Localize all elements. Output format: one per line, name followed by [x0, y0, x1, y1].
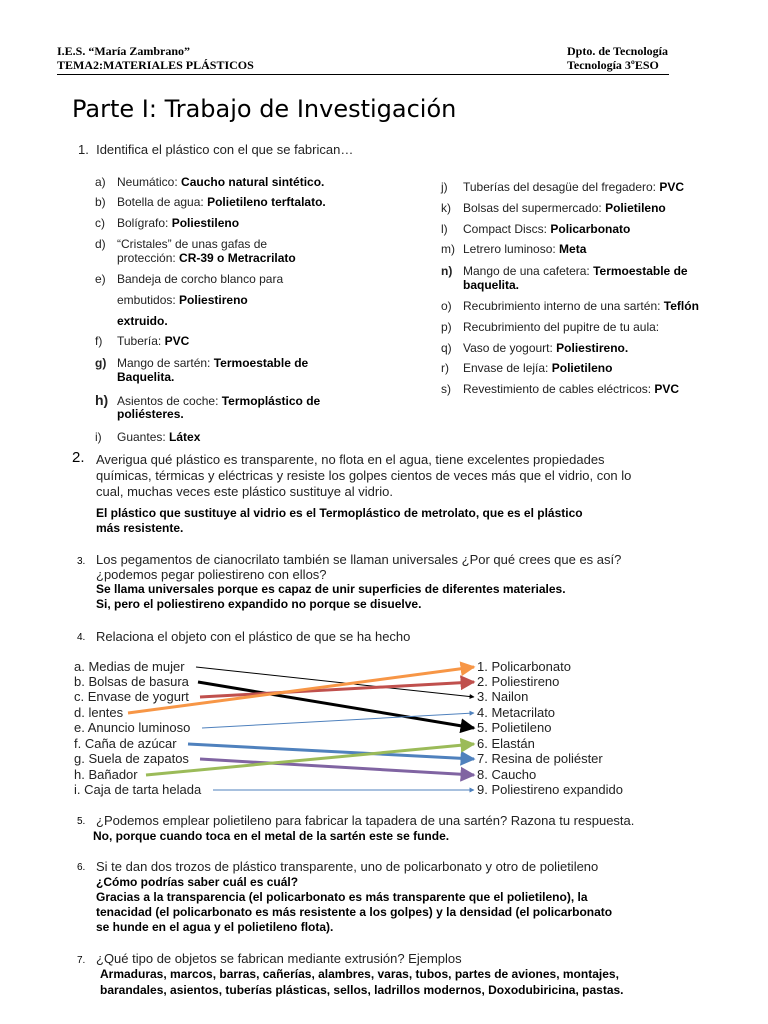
match-plastic: 8. Caucho: [477, 767, 537, 782]
department-name: Dpto. de Tecnología: [567, 44, 669, 58]
question-text: Identifica el plástico con el que se fabrican…: [96, 142, 354, 157]
list-item: f) Tubería: PVC: [95, 334, 190, 348]
list-item: m) Letrero luminoso: Meta: [441, 242, 587, 256]
question-text: ¿Qué tipo de objetos se fabrican mediante extrusión? Ejemplos: [96, 951, 462, 966]
answer-text: barandales, asientos, tuberías plásticas, sellos, ladrillos modernos, Doxodubiricina, pastas.: [100, 983, 624, 997]
match-plastic: 9. Poliestireno expandido: [477, 782, 623, 797]
match-plastic: 1. Policarbonato: [477, 659, 571, 674]
match-object: h. Bañador: [74, 767, 138, 782]
list-item: p) Recubrimiento del pupitre de tu aula:: [441, 320, 660, 334]
question-number: 6.: [77, 862, 86, 873]
match-plastic: 3. Nailon: [477, 689, 529, 704]
question-text: Averigua qué plástico es transparente, no flota en el agua, tiene excelentes propiedades: [96, 452, 605, 467]
question-text: ¿podemos pegar poliestireno con ellos?: [96, 567, 327, 582]
match-object: f. Caña de azúcar: [74, 736, 177, 751]
match-object: g. Suela de zapatos: [74, 751, 189, 766]
question-number: 4.: [77, 632, 86, 643]
question-text: cual, muchas veces este plástico sustituye al vidrio.: [96, 484, 393, 499]
list-item: d) “Cristales” de unas gafas de: [95, 237, 268, 251]
list-item: j) Tuberías del desagüe del fregadero: PVC: [441, 180, 685, 194]
list-item: g) Mango de sartén: Termoestable de: [95, 356, 309, 370]
list-item: b) Botella de agua: Polietileno terftalato.: [95, 195, 326, 209]
list-item: e) Bandeja de corcho blanco para: [95, 272, 284, 286]
answer-text: más resistente.: [96, 521, 184, 535]
school-name: I.E.S. “María Zambrano”: [57, 44, 191, 58]
list-item-continued: baquelita.: [463, 278, 520, 292]
topic-name: TEMA2:MATERIALES PLÁSTICOS: [57, 58, 254, 72]
list-item-continued: poliésteres.: [117, 407, 184, 421]
question-number: 7.: [77, 955, 86, 966]
match-plastic: 5. Polietileno: [477, 720, 552, 735]
list-item: r) Envase de lejía: Polietileno: [441, 361, 613, 375]
match-line: [128, 667, 474, 713]
list-item: n) Mango de una cafetera: Termoestable de: [441, 264, 688, 278]
list-item: q) Vaso de yogourt: Poliestireno.: [441, 341, 629, 355]
match-object: c. Envase de yogurt: [74, 689, 189, 704]
match-object: b. Bolsas de basura: [74, 674, 189, 689]
question-text: ¿Podemos emplear polietileno para fabricar la tapadera de una sartén? Razona tu respuesta.: [96, 813, 635, 828]
question-number: 3.: [77, 556, 86, 567]
answer-text: ¿Cómo podrías saber cuál es cuál?: [96, 875, 299, 889]
list-item-continued: protección: CR-39 o Metracrilato: [117, 251, 296, 265]
match-plastic: 7. Resina de poliéster: [477, 751, 603, 766]
list-item: a) Neumático: Caucho natural sintético.: [95, 175, 325, 189]
answer-text: No, porque cuando toca en el metal de la sartén este se funde.: [93, 829, 450, 843]
question-number: 1.: [78, 142, 89, 157]
answer-text: Si, pero el poliestireno expandido no porque se disuelve.: [96, 597, 422, 611]
page-title: Parte I: Trabajo de Investigación: [72, 95, 457, 123]
course-name: Tecnología 3ºESO: [567, 58, 659, 72]
question-number: 2.: [72, 449, 85, 466]
question-text: químicas, térmicas y eléctricas y resiste los golpes cientos de veces más que el vidrio, con lo: [96, 468, 632, 483]
answer-text: Armaduras, marcos, barras, cañerías, alambres, varas, tubos, partes de aviones, montajes,: [100, 967, 619, 981]
question-text: Los pegamentos de cianocrilato también se llaman universales ¿Por qué crees que es así?: [96, 552, 622, 567]
list-item: l) Compact Discs: Policarbonato: [441, 222, 631, 236]
match-object: i. Caja de tarta helada: [74, 782, 202, 797]
match-object: e. Anuncio luminoso: [74, 720, 191, 735]
match-plastic: 4. Metacrilato: [477, 705, 556, 720]
list-item-continued: extruido.: [117, 314, 168, 328]
list-item: k) Bolsas del supermercado: Polietileno: [441, 201, 666, 215]
question-number: 5.: [77, 816, 86, 827]
list-item-continued: embutidos: Poliestireno: [117, 293, 248, 307]
list-item: o) Recubrimiento interno de una sartén: Teflón: [441, 299, 699, 313]
list-item: s) Revestimiento de cables eléctricos: PVC: [441, 382, 680, 396]
answer-text: tenacidad (el policarbonato es más resistente a los golpes) y la densidad (el policarbonato: [96, 905, 613, 919]
list-item-continued: Baquelita.: [117, 370, 175, 384]
answer-text: Se llama universales porque es capaz de unir superficies de diferentes materiales.: [96, 582, 566, 596]
match-plastic: 6. Elastán: [477, 736, 535, 751]
answer-text: El plástico que sustituye al vidrio es el Termoplástico de metrolato, que es el plástico: [96, 506, 583, 520]
list-item: c) Bolígrafo: Poliestileno: [95, 216, 240, 230]
list-item: h) Asientos de coche: Termoplástico de: [95, 392, 321, 408]
question-text: Relaciona el objeto con el plástico de que se ha hecho: [96, 629, 411, 644]
answer-text: se hunde en el agua y el polietileno flota).: [96, 920, 334, 934]
match-object: d. lentes: [74, 705, 124, 720]
list-item: i) Guantes: Látex: [95, 430, 201, 444]
match-plastic: 2. Poliestireno: [477, 674, 560, 689]
match-object: a. Medias de mujer: [74, 659, 185, 674]
match-line: [146, 744, 474, 775]
question-text: Si te dan dos trozos de plástico transparente, uno de policarbonato y otro de polietileno: [96, 859, 599, 874]
answer-text: Gracias a la transparencia (el policarbonato es más transparente que el polietileno), la: [96, 890, 588, 904]
